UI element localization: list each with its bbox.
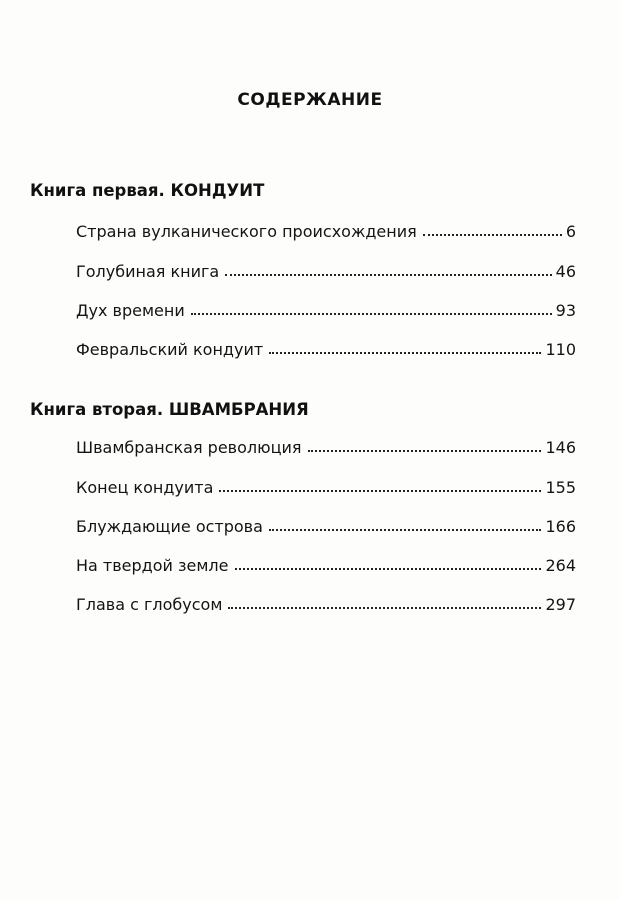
dot-leader <box>225 274 551 276</box>
toc-entry-page: 166 <box>545 517 576 536</box>
toc-entry-title: Швамбранская революция <box>76 438 302 457</box>
toc-entry <box>76 478 576 497</box>
toc-entry-title: На твердой земле <box>76 556 229 575</box>
toc-entry <box>76 517 576 536</box>
page-title: СОДЕРЖАНИЕ <box>237 90 383 110</box>
toc-entry-page: 297 <box>545 595 576 614</box>
toc-entry <box>76 595 576 614</box>
dot-leader <box>228 607 541 609</box>
toc-entry-title: Глава с глобусом <box>76 595 223 614</box>
toc-entry-title: Дух времени <box>76 301 185 320</box>
toc-entry-title: Голубиная книга <box>76 262 220 281</box>
toc-entry-title: Страна вулканического происхождения <box>76 222 417 241</box>
toc-entry-page: 146 <box>545 438 576 457</box>
dot-leader <box>423 234 562 236</box>
toc-entry <box>76 301 576 320</box>
dot-leader <box>191 313 552 315</box>
toc-entry-title: Февральский кондуит <box>76 340 264 359</box>
toc-entry-page: 264 <box>545 556 576 575</box>
dot-leader <box>269 352 541 354</box>
toc-entry-page: 110 <box>545 340 576 359</box>
toc-entry <box>76 340 576 359</box>
toc-entry <box>76 556 576 575</box>
toc-entry-page: 46 <box>555 262 576 281</box>
book-two-heading: Книга вторая. ШВАМБРАНИЯ <box>30 400 309 419</box>
dot-leader <box>308 450 542 452</box>
toc-entry <box>76 262 576 281</box>
toc-entry-title: Блуждающие острова <box>76 517 263 536</box>
toc-entry-page: 93 <box>555 301 576 320</box>
toc-entry-page: 155 <box>545 478 576 497</box>
dot-leader <box>235 568 542 570</box>
toc-entry-title: Конец кондуита <box>76 478 214 497</box>
toc-entry <box>76 222 576 241</box>
dot-leader <box>269 529 542 531</box>
book-one-heading: Книга первая. КОНДУИТ <box>30 181 265 200</box>
dot-leader <box>219 490 541 492</box>
toc-entry <box>76 438 576 457</box>
toc-entry-page: 6 <box>565 222 576 241</box>
